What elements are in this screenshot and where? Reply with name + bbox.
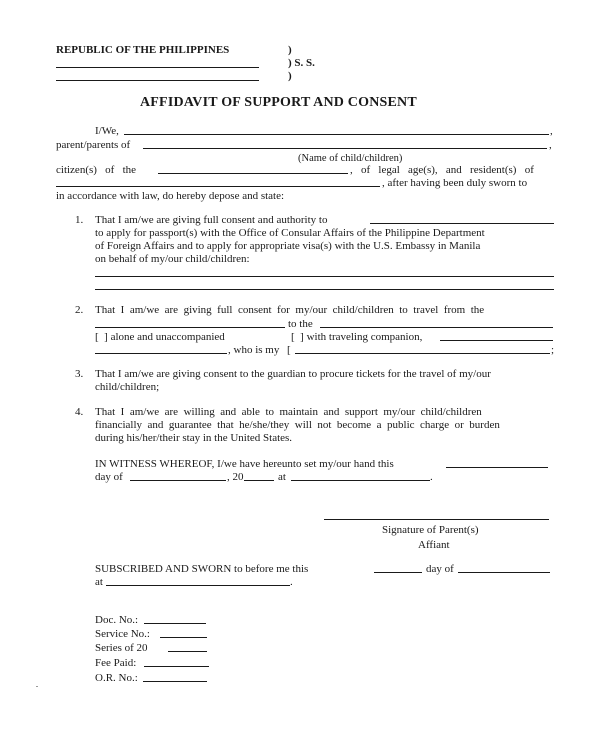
blank-children-line-2 xyxy=(95,289,554,290)
header-blank-line-1 xyxy=(56,67,259,68)
item-3-line-1: That I am/we are giving consent to the guardian to procure tickets for the travel of my/our xyxy=(95,368,491,380)
item-2-semicolon: ; xyxy=(551,344,555,356)
item-2-bracket: [ xyxy=(287,344,291,356)
document-title: AFFIDAVIT OF SUPPORT AND CONSENT xyxy=(140,95,417,110)
blank-sworn-day xyxy=(374,572,422,573)
series-label: Series of 20 xyxy=(95,642,148,654)
item-3-number: 3. xyxy=(75,368,84,380)
fee-paid-label: Fee Paid: xyxy=(95,657,137,669)
intro-comma-2: , xyxy=(549,139,552,151)
item-1-line-1: That I am/we are giving full consent and authority to xyxy=(95,214,328,226)
witness-day-of: day of xyxy=(95,471,123,483)
checkbox-with-companion: [ ] with traveling companion, xyxy=(291,331,423,343)
subscribed-period: . xyxy=(290,576,293,588)
item-4-line-3: during his/her/their stay in the United States. xyxy=(95,432,293,444)
blank-witness-place xyxy=(291,480,430,481)
blank-country xyxy=(158,173,348,174)
blank-doc-no xyxy=(144,623,206,624)
blank-sworn-place xyxy=(106,585,290,586)
blank-or-no xyxy=(143,681,207,682)
blank-parent-names xyxy=(124,134,549,135)
item-2-number: 2. xyxy=(75,304,84,316)
header-ss: ) S. S. xyxy=(288,57,315,69)
intro-parent-of: parent/parents of xyxy=(56,139,131,151)
signature-caption: Signature of Parent(s) xyxy=(382,524,479,536)
blank-travel-from xyxy=(95,327,285,328)
intro-comma-1: , xyxy=(550,125,553,137)
blank-fee-paid xyxy=(144,666,209,667)
item-4-number: 4. xyxy=(75,406,84,418)
item-3-line-2: child/children; xyxy=(95,381,160,393)
blank-children-line-1 xyxy=(95,276,554,277)
blank-travel-to xyxy=(320,327,553,328)
item-1-line-2: to apply for passport(s) with the Office of Consular Affairs of the Philippine Department xyxy=(95,227,485,239)
intro-citizens-of-the: citizen(s) of the xyxy=(56,164,137,176)
blank-relationship xyxy=(295,353,550,354)
signature-line xyxy=(324,519,549,520)
intro-after-sworn: , after having been duly sworn to xyxy=(382,177,528,189)
blank-service-no xyxy=(160,637,207,638)
blank-child-names xyxy=(143,148,547,149)
item-1-number: 1. xyxy=(75,214,84,226)
witness-at: at xyxy=(278,471,286,483)
blank-witness-year xyxy=(244,480,274,481)
blank-witness-day xyxy=(446,467,548,468)
subscribed-at: at xyxy=(95,576,103,588)
item-4-line-1: That I am/we are willing and able to maintain and support my/our child/children xyxy=(95,406,482,418)
item-1-line-3: of Foreign Affairs and to apply for appropriate visa(s) with the U.S. Embassy in Manila xyxy=(95,240,481,252)
header-republic: REPUBLIC OF THE PHILIPPINES xyxy=(56,44,230,56)
doc-no-label: Doc. No.: xyxy=(95,614,139,626)
or-no-label: O.R. No.: xyxy=(95,672,138,684)
checkbox-alone-unaccompanied: [ ] alone and unaccompanied xyxy=(95,331,225,343)
item-1-line-4: on behalf of my/our child/children: xyxy=(95,253,250,265)
signature-affiant: Affiant xyxy=(418,539,450,551)
blank-authorized-person xyxy=(370,223,554,224)
item-4-line-2: financially and guarantee that he/she/they will not become a public charge or burden xyxy=(95,419,500,431)
blank-sworn-month xyxy=(458,572,550,573)
item-2-line-1: That I am/we are giving full consent for my/our child/children to travel from the xyxy=(95,304,485,316)
blank-witness-month xyxy=(130,480,226,481)
service-no-label: Service No.: xyxy=(95,628,150,640)
item-2-to-the: to the xyxy=(288,318,313,330)
subscribed-line-1: SUBSCRIBED AND SWORN to before me this xyxy=(95,563,309,575)
header-paren-1: ) xyxy=(288,44,292,56)
blank-series xyxy=(168,651,207,652)
intro-iwe: I/We, xyxy=(95,125,119,137)
witness-year-prefix: , 20 xyxy=(227,471,244,483)
page-corner-mark xyxy=(36,686,38,687)
witness-line-1: IN WITNESS WHEREOF, I/we have hereunto set my/our hand this xyxy=(95,458,394,470)
caption-child-name: (Name of child/children) xyxy=(298,153,403,164)
header-paren-3: ) xyxy=(288,70,292,82)
witness-period: . xyxy=(430,471,433,483)
intro-in-accordance: in accordance with law, do hereby depose and state: xyxy=(56,190,285,202)
blank-residence xyxy=(56,186,380,187)
blank-companion-relation xyxy=(95,353,227,354)
subscribed-day-of: day of xyxy=(426,563,454,575)
intro-legal-age: , of legal age(s), and resident(s) of xyxy=(350,164,534,176)
header-blank-line-2 xyxy=(56,80,259,81)
item-2-who-is-my: , who is my xyxy=(228,344,280,356)
blank-companion-name xyxy=(440,340,553,341)
